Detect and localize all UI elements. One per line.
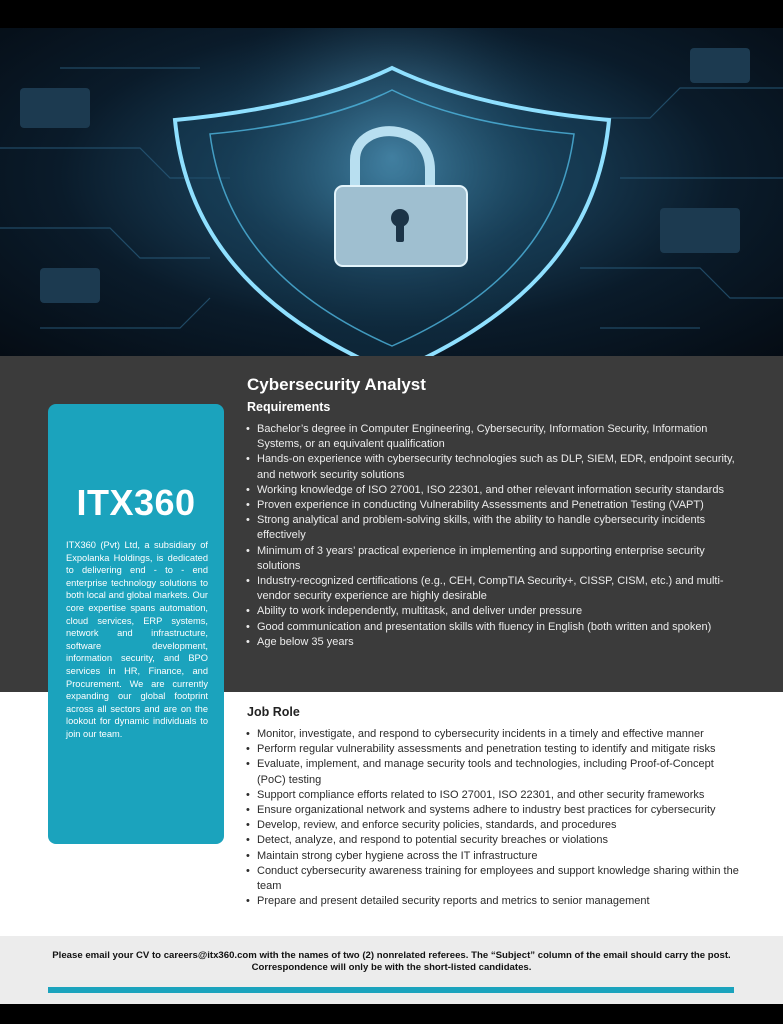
job-title: Cybersecurity Analyst xyxy=(247,375,426,394)
requirement-item: • Bachelor’s degree in Computer Engineering, Cybersecurity, Information Security, Information Systems, or an equivalent qualification xyxy=(245,422,745,452)
role-item: • Ensure organizational network and systems adhere to industry best practices for cybersecurity xyxy=(245,803,745,818)
requirement-item: • Strong analytical and problem-solving skills, with the ability to handle cybersecurity incidents effectively xyxy=(245,513,745,543)
hero-image xyxy=(0,28,783,356)
bottom-margin xyxy=(0,1004,783,1024)
requirement-item: • Minimum of 3 years’ practical experience in implementing and supporting enterprise security solutions xyxy=(245,544,745,574)
itx360-logo: ITX360 xyxy=(76,482,196,523)
requirement-item: • Ability to work independently, multitask, and deliver under pressure xyxy=(245,604,745,619)
requirement-item: • Working knowledge of ISO 27001, ISO 22301, and other relevant information security standards xyxy=(245,483,745,498)
company-description: ITX360 (Pvt) Ltd, a subsidiary of Expolanka Holdings, is dedicated to delivering end - to - end enterprise technology solutions to both local and global markets. Our core expertise spans automation, cloud services, ERP systems, network and infrastructure, software development, information security, and BPO services in HR, Finance, and Procurement. We are currently expanding our global footprint across all sectors and are on the lookout for dynamic individuals to join our team. xyxy=(66,540,208,739)
role-item: • Detect, analyze, and respond to potential security breaches or violations xyxy=(245,833,745,848)
requirement-item: • Age below 35 years xyxy=(245,635,745,650)
role-item: • Prepare and present detailed security reports and metrics to senior management xyxy=(245,894,745,909)
role-item: • Develop, review, and enforce security policies, standards, and procedures xyxy=(245,818,745,833)
role-item: • Evaluate, implement, and manage security tools and technologies, including Proof-of-Concept (PoC) testing xyxy=(245,757,745,787)
role-item: • Support compliance efforts related to ISO 27001, ISO 22301, and other security frameworks xyxy=(245,788,745,803)
application-instructions xyxy=(40,950,743,974)
footer-accent-bar xyxy=(48,987,734,993)
footer-line-1: Please email your CV to careers@itx360.com with the names of two (2) nonrelated referees. The “Subject” column of the email should carry the post. xyxy=(52,950,731,961)
job-role-list xyxy=(245,727,745,909)
requirement-item: • Hands-on experience with cybersecurity technologies such as DLP, SIEM, EDR, endpoint security, and network security solutions xyxy=(245,452,745,482)
job-role-heading: Job Role xyxy=(247,705,300,719)
role-item: • Conduct cybersecurity awareness training for employees and support knowledge sharing within the team xyxy=(245,864,745,894)
requirement-item: • Industry-recognized certifications (e.g., CEH, CompTIA Security+, CISSP, CISM, etc.) and multi-vendor security experience are highly desirable xyxy=(245,574,745,604)
requirements-list xyxy=(245,422,745,650)
requirement-item: • Proven experience in conducting Vulnerability Assessments and Penetration Testing (VAPT) xyxy=(245,498,745,513)
shield-lock-icon xyxy=(0,28,783,356)
role-item: • Monitor, investigate, and respond to cybersecurity incidents in a timely and effective manner xyxy=(245,727,745,742)
footer-line-2: Correspondence will only be with the short-listed candidates. xyxy=(251,962,532,973)
requirement-item: • Good communication and presentation skills with fluency in English (both written and spoken) xyxy=(245,620,745,635)
company-card xyxy=(48,404,224,844)
role-item: • Maintain strong cyber hygiene across the IT infrastructure xyxy=(245,849,745,864)
role-item: • Perform regular vulnerability assessments and penetration testing to identify and mitigate risks xyxy=(245,742,745,757)
requirements-heading: Requirements xyxy=(247,400,331,414)
